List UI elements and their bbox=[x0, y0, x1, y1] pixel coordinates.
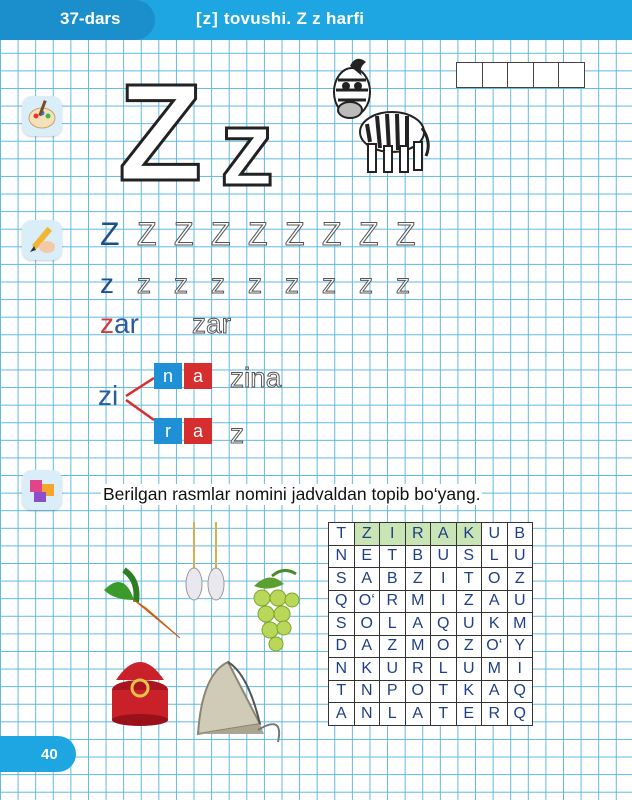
trace-dotted-letter: z bbox=[211, 268, 225, 299]
lesson-title-rest: tovushi. Z z harfi bbox=[223, 9, 365, 28]
grid-cell[interactable]: Z bbox=[405, 568, 431, 591]
trace-dotted-letter: Z bbox=[174, 216, 194, 252]
grid-cell[interactable]: U bbox=[482, 523, 508, 546]
grid-row bbox=[329, 680, 533, 703]
trace-dotted-letter: z bbox=[396, 268, 410, 299]
grid-cell[interactable]: Z bbox=[507, 568, 533, 591]
grid-cell[interactable]: O‘ bbox=[482, 635, 508, 658]
grid-cell[interactable]: U bbox=[380, 658, 406, 681]
grid-cell[interactable]: I bbox=[431, 568, 457, 591]
grid-cell[interactable]: A bbox=[405, 703, 431, 726]
grid-cell[interactable]: O bbox=[431, 635, 457, 658]
grid-cell[interactable]: A bbox=[354, 568, 380, 591]
sample-word-letter: z bbox=[100, 308, 114, 339]
grid-cell[interactable]: R bbox=[405, 523, 431, 546]
trace-dotted-letter: z bbox=[322, 268, 336, 299]
grid-row bbox=[329, 703, 533, 726]
page-number: 40 bbox=[41, 746, 58, 763]
grid-cell[interactable]: U bbox=[431, 545, 457, 568]
uppercase-trace-row bbox=[100, 218, 433, 250]
grid-cell[interactable]: A bbox=[329, 703, 355, 726]
grid-cell[interactable]: T bbox=[380, 545, 406, 568]
grid-cell[interactable]: E bbox=[354, 545, 380, 568]
earrings-image bbox=[184, 518, 228, 604]
syllable-stem: zi bbox=[98, 380, 119, 411]
grid-row bbox=[329, 658, 533, 681]
iron-image bbox=[188, 654, 288, 746]
grid-cell[interactable]: M bbox=[507, 613, 533, 636]
grid-cell[interactable]: Z bbox=[380, 635, 406, 658]
grid-cell[interactable]: N bbox=[354, 680, 380, 703]
trace-dotted-letter: Z bbox=[359, 216, 379, 252]
trace-uppercase-sample: Z bbox=[100, 216, 120, 252]
grid-cell[interactable]: E bbox=[456, 703, 482, 726]
grid-cell[interactable]: N bbox=[329, 545, 355, 568]
trace-dotted-letter: Z bbox=[137, 216, 157, 252]
grid-cell[interactable]: R bbox=[405, 658, 431, 681]
word-search-grid bbox=[328, 522, 533, 726]
grid-cell[interactable]: K bbox=[354, 658, 380, 681]
grid-cell[interactable]: S bbox=[329, 568, 355, 591]
grid-cell[interactable]: A bbox=[431, 523, 457, 546]
lowercase-trace-row bbox=[100, 270, 433, 298]
trace-dotted-letter: z bbox=[285, 268, 299, 299]
grid-cell[interactable]: K bbox=[482, 613, 508, 636]
page-number-tab bbox=[0, 736, 76, 772]
grapes-image bbox=[244, 566, 304, 662]
syllable-vowel-box: a bbox=[184, 418, 212, 444]
grid-row bbox=[329, 568, 533, 591]
puzzle-icon bbox=[22, 470, 62, 510]
palette-icon bbox=[22, 96, 62, 136]
grid-cell[interactable]: I bbox=[431, 590, 457, 613]
grid-cell[interactable]: Y bbox=[507, 635, 533, 658]
syllable-vowel-box: a bbox=[184, 363, 212, 389]
grid-row bbox=[329, 590, 533, 613]
trace-dotted-letter: Z bbox=[322, 216, 342, 252]
grid-cell[interactable]: N bbox=[329, 658, 355, 681]
grid-cell[interactable]: L bbox=[380, 613, 406, 636]
lesson-title bbox=[196, 9, 364, 29]
grid-cell[interactable]: K bbox=[456, 680, 482, 703]
trace-dotted-letter: z bbox=[359, 268, 373, 299]
ring-box-image bbox=[108, 650, 172, 726]
dotted-word-bottom: z bbox=[230, 418, 244, 449]
carrot-image bbox=[94, 560, 184, 642]
zebra-image bbox=[322, 52, 434, 180]
grid-cell[interactable]: O bbox=[405, 680, 431, 703]
grid-cell[interactable]: N bbox=[354, 703, 380, 726]
grid-row bbox=[329, 635, 533, 658]
grid-cell[interactable]: U bbox=[456, 658, 482, 681]
grid-cell[interactable]: Z bbox=[456, 590, 482, 613]
grid-cell[interactable]: B bbox=[380, 568, 406, 591]
sample-word bbox=[100, 308, 139, 340]
grid-cell[interactable]: Q bbox=[329, 590, 355, 613]
trace-dotted-letter: Z bbox=[248, 216, 268, 252]
grid-cell[interactable]: S bbox=[329, 613, 355, 636]
trace-dotted-letter: z bbox=[137, 268, 151, 299]
grid-cell[interactable]: T bbox=[329, 523, 355, 546]
trace-lowercase-sample: z bbox=[100, 268, 114, 299]
pencil-hand-icon bbox=[22, 220, 62, 260]
grid-cell[interactable]: B bbox=[405, 545, 431, 568]
grid-cell[interactable]: U bbox=[507, 545, 533, 568]
grid-cell[interactable]: T bbox=[329, 680, 355, 703]
big-lowercase-letter: z bbox=[220, 87, 274, 208]
big-uppercase-letter: Z bbox=[118, 56, 203, 210]
grid-cell[interactable]: K bbox=[456, 523, 482, 546]
grid-cell[interactable]: A bbox=[482, 590, 508, 613]
grid-cell[interactable]: I bbox=[507, 658, 533, 681]
grid-cell[interactable]: M bbox=[405, 590, 431, 613]
grid-row bbox=[329, 523, 533, 546]
grid-cell[interactable]: T bbox=[431, 680, 457, 703]
trace-dotted-letter: z bbox=[248, 268, 262, 299]
grid-cell[interactable]: T bbox=[456, 568, 482, 591]
dotted-word: zar bbox=[192, 308, 231, 339]
trace-dotted-letter: Z bbox=[285, 216, 305, 252]
grid-cell[interactable]: O bbox=[354, 613, 380, 636]
task-instruction: Berilgan rasmlar nomini jadvaldan topib bo‘yang. bbox=[103, 484, 481, 504]
grid-cell[interactable]: Z bbox=[456, 635, 482, 658]
grid-cell[interactable]: R bbox=[482, 703, 508, 726]
grid-cell[interactable]: L bbox=[482, 545, 508, 568]
grid-cell[interactable]: A bbox=[482, 680, 508, 703]
trace-dotted-letter: z bbox=[174, 268, 188, 299]
grid-cell[interactable]: S bbox=[456, 545, 482, 568]
dotted-word-top: zina bbox=[230, 362, 282, 393]
grid-cell[interactable]: Q bbox=[507, 680, 533, 703]
trace-dotted-letter: Z bbox=[396, 216, 416, 252]
grid-cell[interactable]: Q bbox=[507, 703, 533, 726]
grid-cell[interactable]: D bbox=[329, 635, 355, 658]
grid-cell[interactable]: R bbox=[380, 590, 406, 613]
grid-cell[interactable]: O bbox=[482, 568, 508, 591]
grid-cell[interactable]: I bbox=[380, 523, 406, 546]
grid-cell[interactable]: B bbox=[507, 523, 533, 546]
grid-row bbox=[329, 613, 533, 636]
grid-row bbox=[329, 545, 533, 568]
grid-cell[interactable]: L bbox=[431, 658, 457, 681]
grid-cell[interactable]: P bbox=[380, 680, 406, 703]
grid-cell[interactable]: M bbox=[482, 658, 508, 681]
letter-count-cells bbox=[456, 62, 584, 88]
trace-dotted-letter: Z bbox=[211, 216, 231, 252]
syllable-consonant-box: r bbox=[154, 418, 182, 444]
grid-cell[interactable]: U bbox=[507, 590, 533, 613]
lesson-header bbox=[0, 0, 632, 40]
lesson-number: 37-dars bbox=[60, 9, 121, 28]
lesson-sound: [z] bbox=[196, 9, 219, 28]
grid-cell[interactable]: O‘ bbox=[354, 590, 380, 613]
grid-cell[interactable]: Q bbox=[431, 613, 457, 636]
syllable-consonant-box: n bbox=[154, 363, 182, 389]
grid-cell[interactable]: Z bbox=[354, 523, 380, 546]
grid-cell[interactable]: L bbox=[380, 703, 406, 726]
grid-cell[interactable]: M bbox=[405, 635, 431, 658]
sample-word-rest: ar bbox=[114, 308, 139, 339]
grid-cell[interactable]: A bbox=[405, 613, 431, 636]
grid-cell[interactable]: T bbox=[431, 703, 457, 726]
grid-cell[interactable]: A bbox=[354, 635, 380, 658]
grid-cell[interactable]: U bbox=[456, 613, 482, 636]
